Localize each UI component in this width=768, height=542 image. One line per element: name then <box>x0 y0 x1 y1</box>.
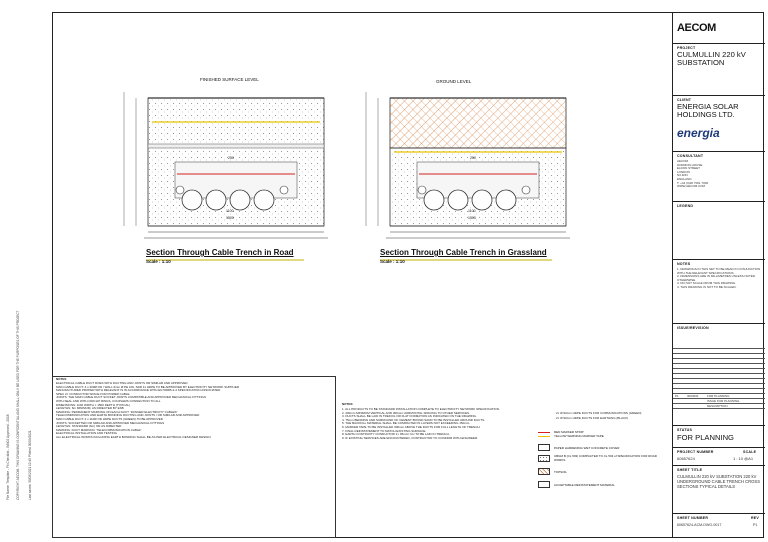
tb-status-cell <box>673 426 765 448</box>
client-name: ENERGIA SOLAR HOLDINGS LTD. <box>677 102 739 119</box>
right-top-label: GROUND LEVEL <box>436 79 472 84</box>
legend-red-label: RED MARKER STRIP <box>554 430 584 434</box>
tb-note: 4. THIS DRAWING IS NOT TO BE SCALED. <box>677 284 737 289</box>
left-dim-1100: 1100 <box>226 209 234 213</box>
legend-topsoil-swatch <box>538 468 550 475</box>
notes-middle-heading: NOTES: <box>342 402 354 406</box>
tb-issue-cell <box>673 324 765 426</box>
left-top-label: FINISHED SURFACE LEVEL <box>200 77 259 82</box>
notes-middle-item: 9. IF EXISTING SERVICES ARE ENCOUNTERED, CONTRACTOR TO CONFIRM WITH ENGINEER. <box>342 435 478 440</box>
issue-label: ISSUE/REVISION <box>677 326 709 330</box>
tb-sheet-number-cell <box>673 514 765 538</box>
notes-left-text: ELECTRICAL CABLE DUCT DOES WITH DUCTING AND JOINTS OR SIMILAR AND APPROVED MAIN CABLE DUCT: 4 x 200Ø OD / WALL 6mm Ø PE 100, SDR 11 HDPE TO BE APPROVED BY ELECTRICITY NETWORK SUPPLIER MANUFACTURED PROPER WITH RELEVANT IS IN ACCORDANCE WITH EN 50086-2-4 SPECIFICATION ASSOCIATED SPEC 2× CONDUCTOR SPACE FOR POWER CABLE JOINTS: THE MAIN CABLE DUCT SOCKET JOINTS COMPATIBLE AND APPROVED MECHANICAL FITTINGS WITH SEAL AND WITH CIRCLIP RINGS, COUPLERS CONNECTION TO ALL DIMENSIONS: 1100 WIDTH × 1500 DEPTH (TYPICAL) LENGTHS: 6m MINIMUM, AS DIRECTED BY ESB MARKING: PERMANENT MARKING ON EACH DUCT “DANGER ELECTRICITY CABLES” TELECOMMUNICATION AND EARTH BONDING DUCTING AND JOINTS / OR SIMILAR AND APPROVED MAIN CABLE DUCT: 2 x 110Ø OD HDPE DUCTS (GREEN) TO BE APPROVED JOINTS: SOCKETTED OR SIMILAR AND APPROVED MECHANICAL FITTINGS LENGTHS: STANDARD (6m) OR AS DIRECTED MARKING: DUCT MARKING “TELECOMMUNICATION CABLE” ELECTRICAL INSTALLATION AND TESTING ALL ELECTRICAL WORKS INCLUDING EARTH BONDING SHALL BE AS PER ELECTRICAL DESIGNER DESIGN. <box>56 381 240 439</box>
left-drawing-scale: Scale : 1:10 <box>146 259 171 264</box>
status-label: STATUS <box>677 428 693 432</box>
rev-label: REV <box>751 516 759 520</box>
scale-value: 1 : 10 @A1 <box>733 456 754 461</box>
side-strip-line1: File Name: Template - Fit Checklist - INN02 Approved - 2018 <box>6 414 10 500</box>
legend-reinst-swatch <box>538 481 550 488</box>
rev-value: P1 <box>753 523 758 527</box>
notes-middle-item: 1. ALL PRODUCTS TO BE STANDARD INSTALLATION COMPLETE TO ELECTRICITY NETWORK SPECIFICATION. <box>342 407 500 411</box>
right-drawing-scale: Scale : 1:10 <box>380 259 405 264</box>
tb-client-cell <box>673 96 765 152</box>
project-number: 60657624 <box>677 456 695 461</box>
tb-project-cell <box>673 44 765 96</box>
tb-note: 2. DIMENSIONS ARE IN MILLIMETRES UNLESS NOTED OTHERWISE. <box>677 274 756 282</box>
sheet-number: 60657624-ACM-DWG-0017 <box>677 523 722 527</box>
status-value: FOR PLANNING <box>677 433 734 442</box>
tb-note: 3. DO NOT SCALE FROM THIS DRAWING. <box>677 281 736 286</box>
legend-topsoil-label: TOPSOIL <box>554 470 567 474</box>
right-dim-1500: 1500 <box>468 216 476 220</box>
rev-code: P1 <box>675 393 679 398</box>
right-drawing-title: Section Through Cable Trench in Grassland <box>380 248 547 257</box>
consultant-line: AECOM <box>677 159 689 163</box>
project-number-label: PROJECT NUMBER <box>677 450 714 454</box>
sheet-number-label: SHEET NUMBER <box>677 516 709 520</box>
title-block <box>672 12 764 538</box>
notes-middle-item: 8. EARTH CONTINUITY CONDUCTOR 1× 95mm² CU TO BE LAID IN TRENCH. <box>342 432 450 437</box>
consultant-line: WWW.AECOM.COM <box>677 184 705 189</box>
tb-notes-list <box>677 268 763 290</box>
tb-note: 1. DRAWINGS IN THIS SET TO BE READ IN CONJUNCTION WITH THE RELEVANT SPECIFICATIONS. <box>677 267 761 275</box>
rev-row <box>673 404 765 409</box>
consultant-line: LONDON <box>677 169 690 174</box>
consultant-label: CONSULTANT <box>677 154 704 158</box>
consultant-lines <box>677 160 708 189</box>
side-strip-line3: Last saved: 30/09/2021 12:45 Plotted 30/09/2021 <box>28 430 32 500</box>
project-name: CULMULLIN 220 kV SUBSTATION <box>677 50 746 67</box>
rev-desc: FOR PLANNING <box>707 393 730 398</box>
legend-line2: 2× Ø 90mm HDPE DUCTS FOR EARTHING (BLACK) <box>556 416 629 420</box>
notes-middle-item: 4. 75mm BEDDING AND SURROUND OF CEMENT BOUND SAND TO BE INSTALLED AROUND DUCTS. <box>342 417 485 422</box>
left-dim-inner: 250 <box>228 156 234 160</box>
rev-desc: ISSUE FOR PLANNING <box>707 398 740 403</box>
legend-grade-swatch <box>538 455 550 462</box>
project-label: PROJECT <box>677 46 696 50</box>
left-drawing-title: Section Through Cable Trench in Road <box>146 248 294 257</box>
tb-consultant-cell <box>673 152 765 202</box>
energia-logo: energia <box>677 126 720 140</box>
left-upper-layer <box>148 144 324 148</box>
notes-label: NOTES <box>677 262 691 266</box>
tb-number-cell <box>673 448 765 466</box>
notes-middle-item: 2. 200mm MINIMUM VERTICAL AND 300mm HORIZONTAL SPACING TO OTHER SERVICES. <box>342 410 470 415</box>
sheet-title-label: SHEET TITLE <box>677 468 703 472</box>
rev-desc: DESCRIPTION <box>707 403 728 408</box>
left-dim-1500: 1500 <box>226 216 234 220</box>
notes-middle-list <box>342 408 526 440</box>
sheet-title: CULMULLIN 220 kV SUBSTATION 220 kV UNDERGROUND CABLE TRENCH CROSS SECTIONS TYPICAL DETAILS <box>677 474 760 489</box>
notes-middle-item: 3. DUCTS SHALL BE LAID IN TREFOIL OR FLAT FORMATION AS INDICATED ON THE DRAWING. <box>342 414 477 419</box>
scale-label: SCALE <box>743 450 757 454</box>
consultant-line: N3 4DN <box>677 173 688 178</box>
notes-middle-item: 6. MARKER TAPE TO BE INSTALLED 300mm ABOVE THE DUCTS FOR FULL LENGTH OF TRENCH. <box>342 424 481 429</box>
tb-sheet-title-cell <box>673 466 765 514</box>
legend-label: LEGEND <box>677 204 694 208</box>
legend-cbs-swatch <box>538 444 550 451</box>
consultant-line: ENGLAND <box>677 176 692 181</box>
consultant-line: ELDON STREET <box>677 166 701 171</box>
legend-yellow-label: YELLOW WARNING MARKER TAPE <box>554 434 604 438</box>
legend-grade-label: CBGM B (CL 503) COMPACTED TO CL 503 of SPECIFICATION FOR ROAD WORKS <box>554 454 657 462</box>
notes-left-heading: NOTES <box>56 377 67 381</box>
side-strip-line2: COPYRIGHT AECOM. THIS DRAWING IS CONFIDENTIAL AND SHALL ONLY BE USED FOR THE PURPOSES OF THIS PROJECT <box>16 310 20 500</box>
legend-red-swatch <box>538 432 550 433</box>
notes-middle-item: 5. THE BACKFILL MATERIAL SHALL BE COMPACTED IN LAYERS NOT EXCEEDING 150mm. <box>342 421 471 426</box>
consultant-line: HORIZON HOUSE <box>677 162 703 167</box>
tb-legend-cell <box>673 202 765 260</box>
rev-date: 30/09/21 <box>687 393 699 398</box>
drawings-svg <box>52 12 672 372</box>
client-label: CLIENT <box>677 98 692 102</box>
legend-yellow-swatch <box>538 436 550 437</box>
right-dim-1100: 1100 <box>468 209 476 213</box>
notes-middle-item: 7. FINAL REINSTATEMENT TO MATCH EXISTING SURFACE. <box>342 428 427 433</box>
tb-logo-cell <box>673 12 765 44</box>
aecom-logo: AECOM <box>677 22 716 34</box>
right-dim-inner: 250 <box>470 156 476 160</box>
legend-reinst-label: ACCEPTABLE REINSTATEMENT MATERIAL <box>554 483 615 487</box>
legend-cbs-label: PAPER HARDENING WET CONCRETE COVER <box>554 446 620 450</box>
consultant-line: T: +44 (0)20 7061 7000 <box>677 180 709 185</box>
legend-line1: 2× Ø 90mm HDPE DUCTS FOR COMMUNICATIONS (GREEN) <box>556 411 642 415</box>
side-strip <box>6 40 46 500</box>
tb-notes-cell <box>673 260 765 324</box>
